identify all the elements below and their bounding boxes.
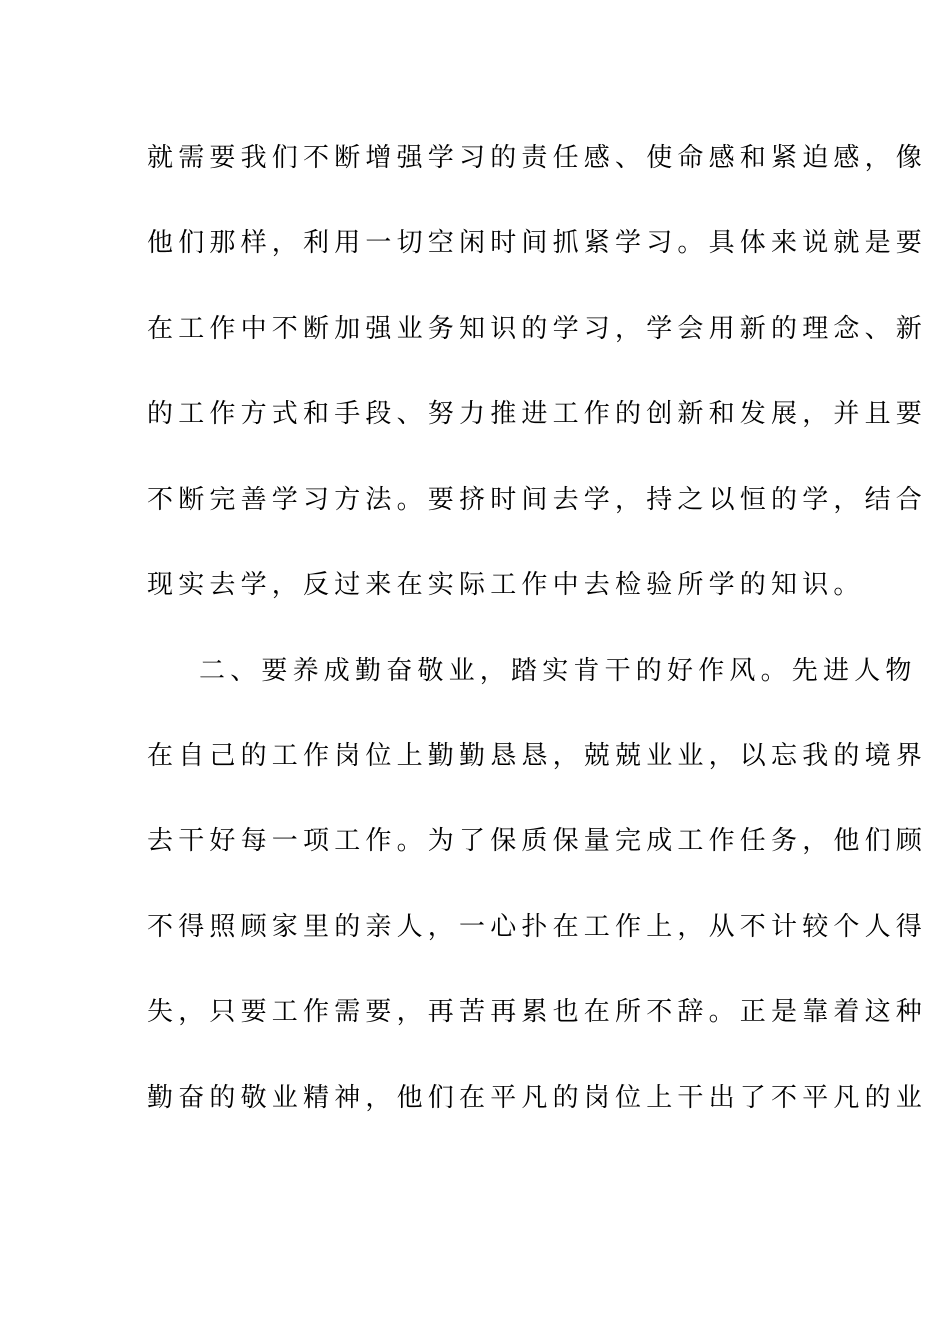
text-line: 的工作方式和手段、努力推进工作的创新和发展，并且要 [147,399,928,429]
text-line: 失，只要工作需要，再苦再累也在所不辞。正是靠着这种 [147,997,928,1027]
text-line: 不得照顾家里的亲人，一心扑在工作上，从不计较个人得 [147,912,928,942]
text-line: 在自己的工作岗位上勤勤恳恳，兢兢业业，以忘我的境界 [147,741,928,771]
text-line: 勤奋的敬业精神，他们在平凡的岗位上干出了不平凡的业 [147,1083,928,1113]
text-line: 就需要我们不断增强学习的责任感、使命感和紧迫感，像 [147,143,928,173]
text-line: 他们那样，利用一切空闲时间抓紧学习。具体来说就是要 [147,228,928,258]
text-line: 在工作中不断加强业务知识的学习，学会用新的理念、新 [147,314,928,344]
text-line: 不断完善学习方法。要挤时间去学，持之以恒的学，结合 [147,485,928,515]
paragraph-first-line: 二、要养成勤奋敬业，踏实肯干的好作风。先进人物 [199,656,917,686]
text-line: 现实去学，反过来在实际工作中去检验所学的知识。 [147,570,865,600]
text-line: 去干好每一项工作。为了保质保量完成工作任务，他们顾 [147,826,928,856]
